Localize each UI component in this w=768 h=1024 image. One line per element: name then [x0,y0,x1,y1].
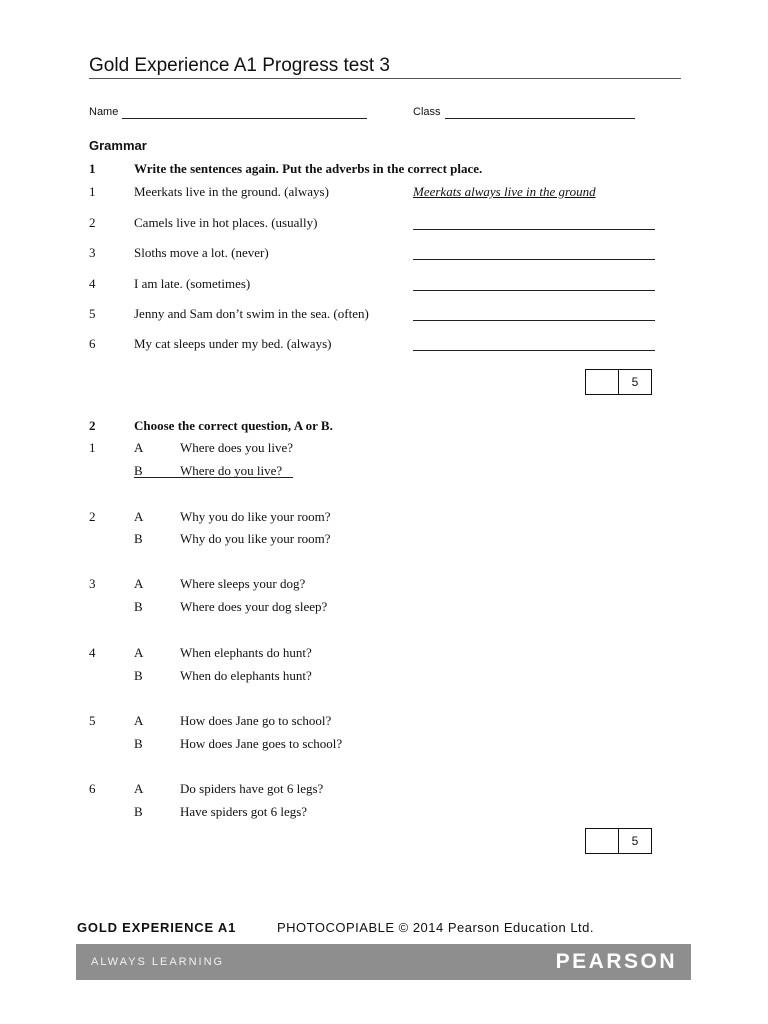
footer-brand: GOLD EXPERIENCE A1 [77,920,237,935]
ex2-option-a[interactable]: Why you do like your room? [180,509,331,524]
ex2-option-b[interactable]: Have spiders got 6 legs? [180,804,308,819]
ex1-item-number: 2 [89,215,96,230]
ex2-option-a[interactable]: Where does you live? [180,440,293,455]
ex2-option-a[interactable]: Do spiders have got 6 legs? [180,781,324,796]
ex1-item-number: 1 [89,184,96,199]
name-field[interactable] [122,118,367,119]
footer-tagline: ALWAYS LEARNING [91,956,225,968]
exercise2-instruction: Choose the correct question, A or B. [134,418,333,433]
ex2-option-b-label: B [134,531,143,546]
ex2-option-b[interactable]: Where do you live? [180,463,283,478]
class-field[interactable] [445,118,635,119]
ex1-answer-line[interactable] [413,290,655,291]
ex2-item-number: 1 [89,440,96,455]
ex1-item-prompt: Sloths move a lot. (never) [134,245,269,260]
footer-copyright: PHOTOCOPIABLE © 2014 Pearson Education Ltd. [277,920,594,935]
ex2-option-b[interactable]: Where does your dog sleep? [180,599,328,614]
ex2-score-total: 5 [631,834,639,848]
title-divider [89,78,681,79]
ex1-item-prompt: My cat sleeps under my bed. (always) [134,336,332,351]
ex1-item-number: 3 [89,245,96,260]
ex2-option-a[interactable]: How does Jane go to school? [180,713,332,728]
exercise1-instruction: Write the sentences again. Put the adverbs in the correct place. [134,161,483,176]
ex1-answer-line[interactable] [413,350,655,351]
publisher-logo: PEARSON [555,950,677,973]
ex2-option-b-label: B [134,463,143,478]
ex2-item-number: 4 [89,645,96,660]
ex1-item-prompt: Camels live in hot places. (usually) [134,215,318,230]
ex1-score-input[interactable] [586,370,619,394]
ex2-option-a-label: A [134,509,144,524]
ex2-item-number: 5 [89,713,96,728]
ex2-item-number: 6 [89,781,96,796]
name-label: Name [89,106,119,118]
ex1-answer-line[interactable] [413,229,655,230]
exercise1-number: 1 [89,161,96,176]
ex2-option-b-label: B [134,668,143,683]
ex1-score-box [585,369,652,395]
ex2-option-a-label: A [134,713,144,728]
ex2-option-a[interactable]: Where sleeps your dog? [180,576,306,591]
ex2-option-a[interactable]: When elephants do hunt? [180,645,312,660]
ex1-score-total: 5 [631,375,639,389]
class-label: Class [413,106,441,118]
ex2-item-number: 3 [89,576,96,591]
ex1-item-prompt: I am late. (sometimes) [134,276,251,291]
ex2-score-input[interactable] [586,829,619,853]
footer-bar [76,944,691,980]
ex2-option-b[interactable]: When do elephants hunt? [180,668,312,683]
ex1-item-prompt: Meerkats live in the ground. (always) [134,184,329,199]
ex1-example-answer: Meerkats always live in the ground [413,184,596,199]
ex2-option-a-label: A [134,440,144,455]
section-heading: Grammar [89,138,147,153]
ex2-score-box [585,828,652,854]
ex1-item-number: 5 [89,306,96,321]
ex1-answer-line[interactable] [413,320,655,321]
exercise2-number: 2 [89,418,96,433]
ex2-option-b[interactable]: How does Jane goes to school? [180,736,343,751]
ex2-option-b-label: B [134,736,143,751]
ex2-option-b-label: B [134,599,143,614]
ex2-option-a-label: A [134,576,144,591]
ex1-item-number: 4 [89,276,96,291]
ex1-answer-line[interactable] [413,259,655,260]
page-title: Gold Experience A1 Progress test 3 [89,55,390,76]
ex2-option-b[interactable]: Why do you like your room? [180,531,331,546]
ex2-item-number: 2 [89,509,96,524]
example-answer-underline [134,477,293,478]
ex2-option-a-label: A [134,781,144,796]
ex1-item-number: 6 [89,336,96,351]
ex2-option-b-label: B [134,804,143,819]
ex2-option-a-label: A [134,645,144,660]
ex1-item-prompt: Jenny and Sam don’t swim in the sea. (often) [134,306,369,321]
